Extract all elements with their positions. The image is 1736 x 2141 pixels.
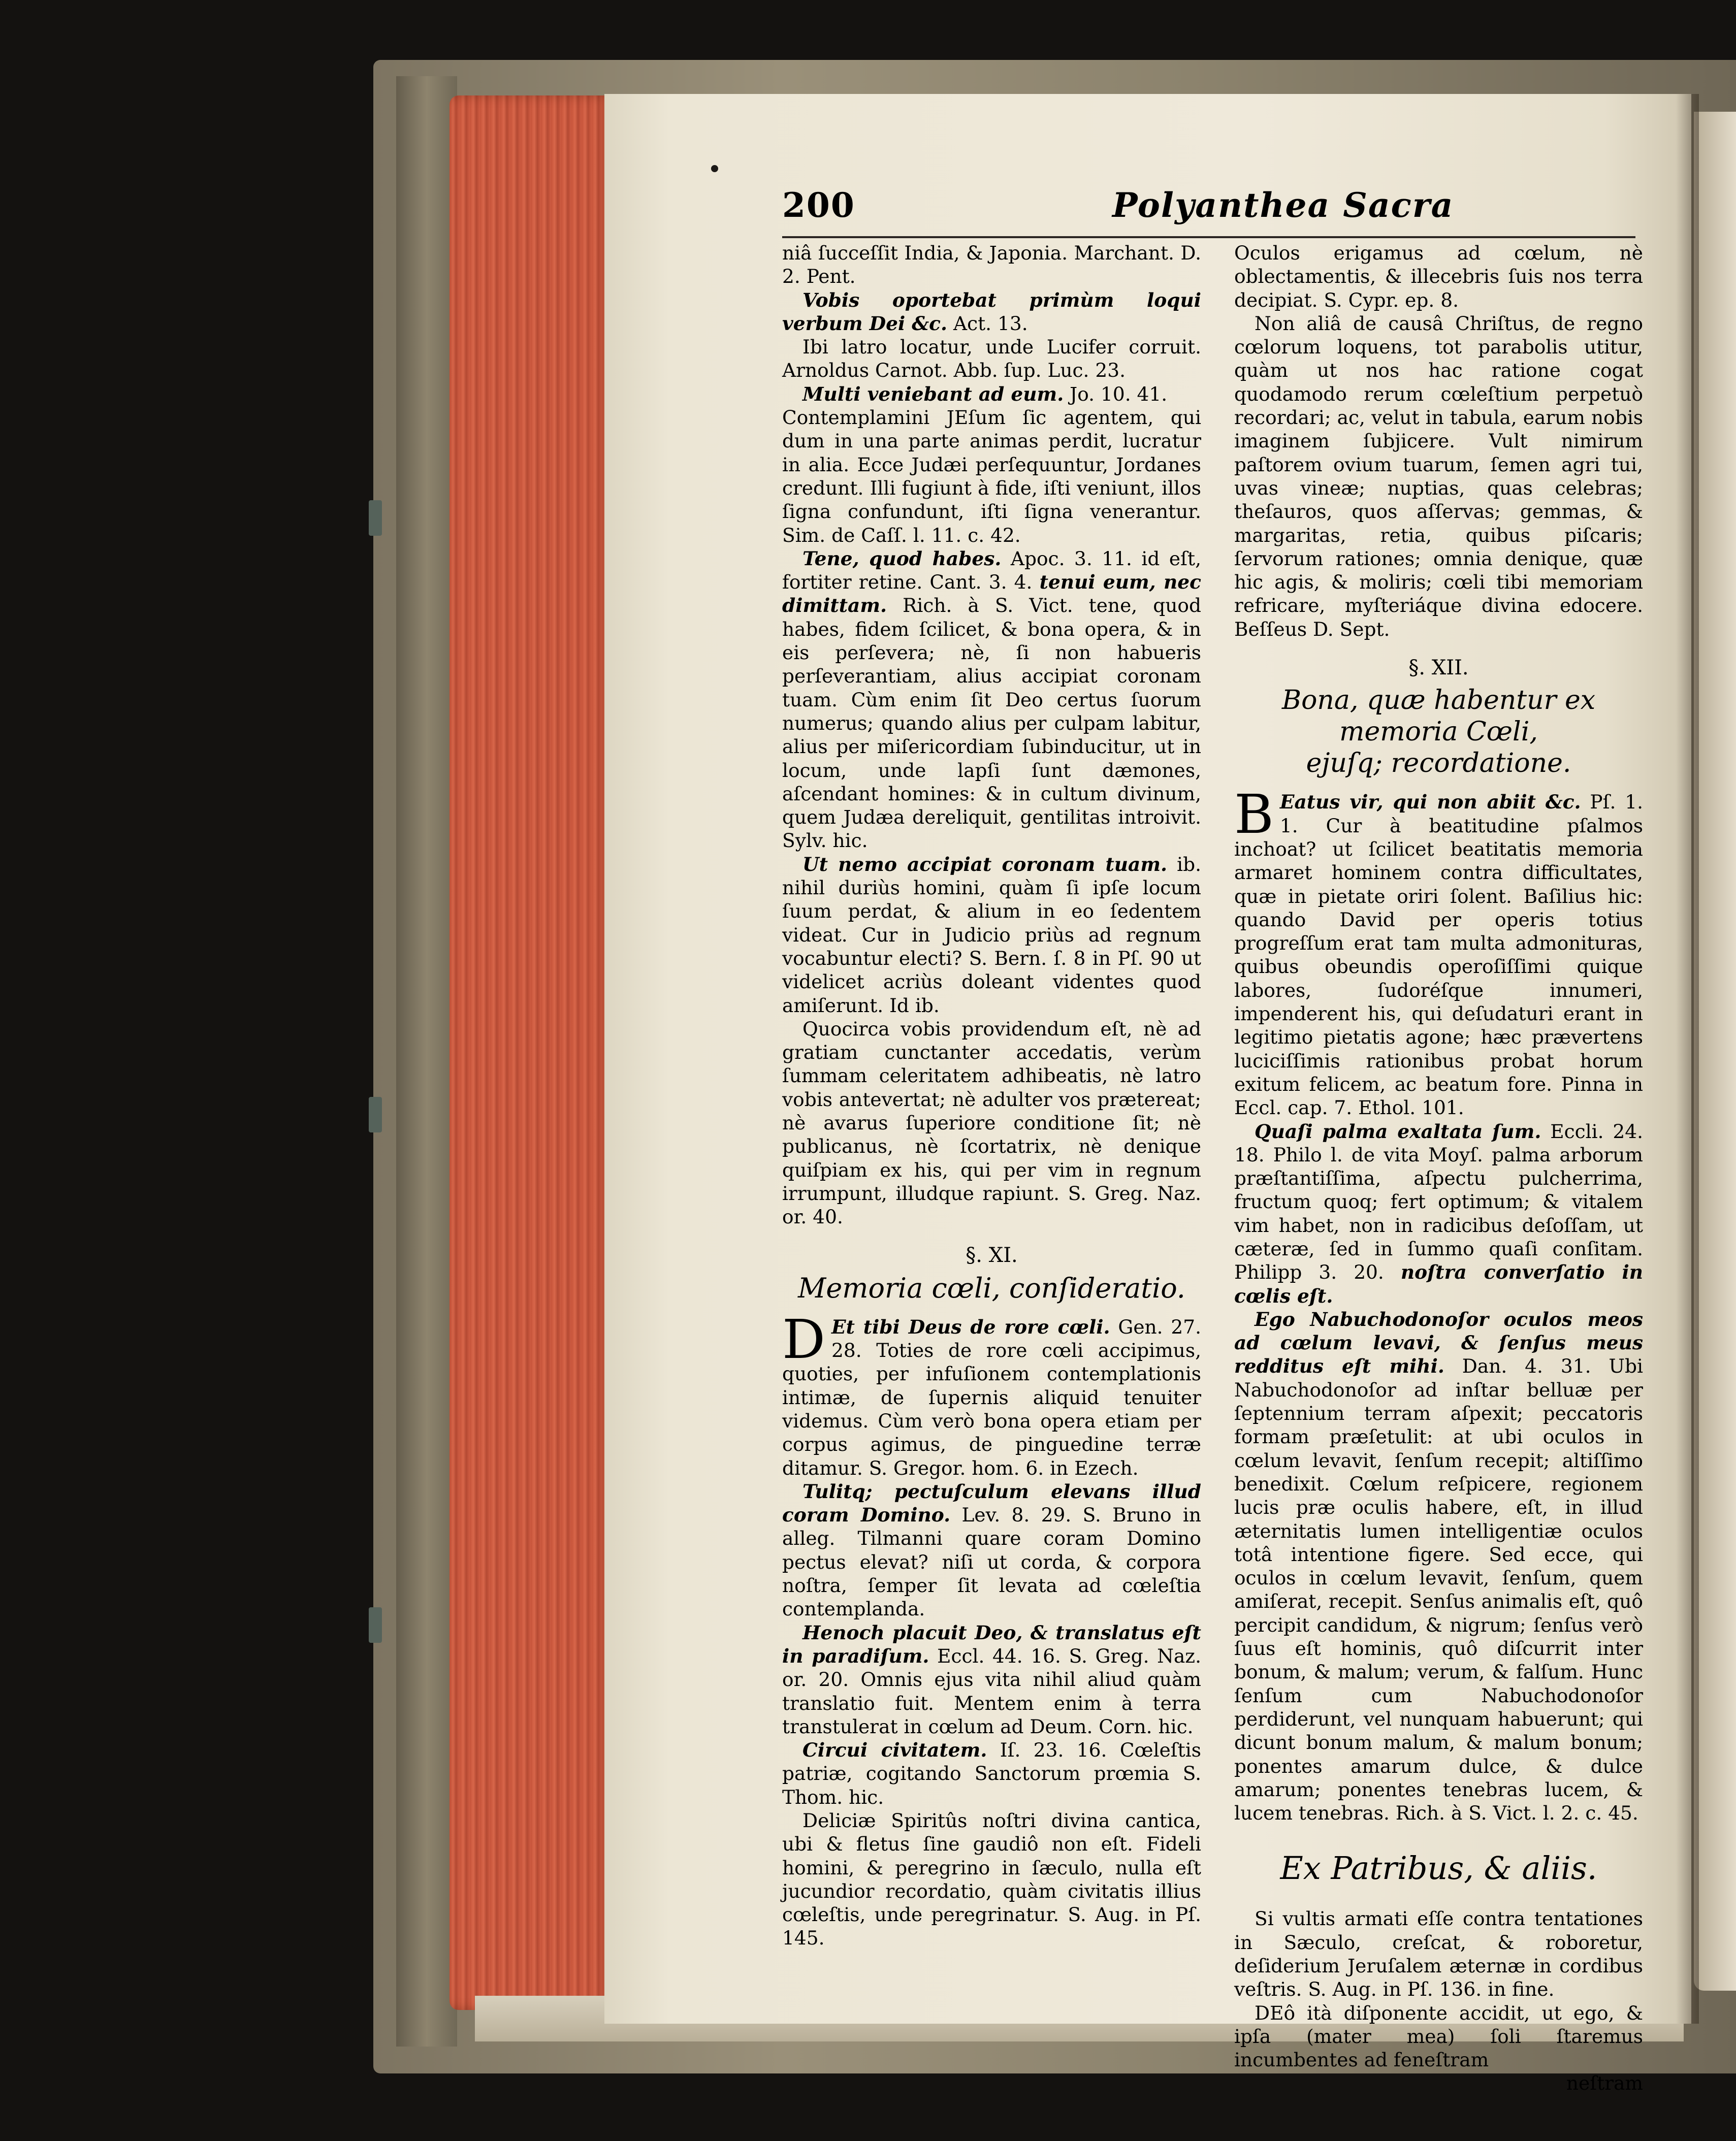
right-column xyxy=(1234,241,1643,2095)
ink-speck xyxy=(711,165,718,172)
page-number: 200 xyxy=(782,185,855,225)
paragraph: niâ ſucceſſit India, & Japonia. Marchant. D. 2. Pent. xyxy=(782,242,1201,288)
quote: Circui civitatem. xyxy=(802,1739,987,1762)
quote: tenui eum, nec dimittam. xyxy=(782,571,1201,617)
text: Lev. 8. 29. S. Bruno in alleg. Tilmanni quare coram Domino pectus elevat? niſi ut corda, & corpora noſtra, ſemper ſit levata ad cœleſtia contemplanda. xyxy=(782,1504,1201,1620)
text: Iſ. 23. 16. Cœleſtis patriæ, cogitando Sanctorum prœmia S. Thom. hic. xyxy=(782,1739,1201,1808)
paragraph xyxy=(1234,1308,1643,1825)
text: Dan. 4. 31. Ubi Nabuchodonoſor ad inſtar belluæ per ſeptennium terram aſpexit; peccatoris formam præſetulit: at ubi oculos in cœlum levavit, ſenſum recepit; altiſſimo benedixit. Cœlum reſpicere, regionem lucis præ oculis habere, eſt, in illud æternitatis lumen intelligentiæ oculos totâ intentione figere. Sed ecce, qui oculos in cœlum levavit, ſenſum, quem amiſerat, recepit. Senſus animalis eſt, quô percipit candidum, & nigrum; ſenſus verò ſuus eſt hominis, quô diſcurrit inter bonum, & malum; verum, & falſum. Hunc ſenſum cum Nabuchodonoſor perdiderunt, vel nunquam habuerunt; qui dicunt bonum malum, & malum bonum; ponentes amarum dulce, & dulce amarum; ponentes tenebras lucem, & lucem tenebras. Rich. à S. Vict. l. 2. c. 45. xyxy=(1234,1355,1643,1825)
paragraph xyxy=(782,1480,1201,1621)
cover-board xyxy=(396,76,457,2047)
paragraph: Non aliâ de causâ Chriſtus, de regno cœlorum loquens, tot parabolis utitur, quàm ut nos hac ratione cogat quodamodo rerum cœleſtium perpetuò recordari; ac, velut in tabula, earum nobis imaginem ſubjicere. Vult nimirum paſtorem ovium tuarum, ſemen agri tui, uvas vineæ; nuptias, quas celebras; theſauros, quos aſſervas; gemmas, & margaritas, retia, quibus piſcaris; ſervorum rationes; omnia denique, quæ hic agis, & moliris; cœli tibi memoriam refricare, myſteriáque divina edocere. Beſſeus D. Sept. xyxy=(1234,312,1643,640)
paragraph xyxy=(782,1308,1202,1480)
text: Eccli. 24. 18. Philo l. de vita Moyſ. palma arborum præſtantiſſima, aſpectu pulcherrima, fructum quoq; fert optimum; & vitalem vim habet, non in radicibus deſoſſam, ut cæteræ, ſed in ſummo quaſi conſitam. Philipp 3. 20. xyxy=(1234,1120,1643,1284)
paragraph xyxy=(1234,783,1644,1119)
text: ib. nihil duriùs homini, quàm ſi ipſe locum ſuum perdat, & alium in eo ſedentem videat. Cur in Judicio priùs ad regnum vocabuntur electi? S. Bern. ſ. 8 in Pſ. 90 ut videlicet acriùs doleant videntes quod amiſerunt. Id ib. xyxy=(782,853,1201,1017)
paragraph: Oculos erigamus ad cœlum, nè oblectamentis, & illecebris ſuis nos terra decipiat. S. Cypr. ep. 8. xyxy=(1234,242,1643,311)
text: Rich. à S. Vict. tene, quod habes, fidem ſcilicet, & bona opera, & in eis perſevera; nè, ſi non habueris perſeverantiam, alius accipiat coronam tuam. Cùm enim ſit Deo certus ſuorum numerus; quando alius per culpam labitur, alius per miſericordiam ſubinducitur, ut in locum, unde lapſi ſunt dæmones, aſcendant homines: & in cultum divinum, quem Judæa dereliquit, gentilitas introivit. Sylv. hic. xyxy=(782,594,1201,852)
quote: Multi veniebant ad eum. xyxy=(802,382,1064,405)
drop-cap: B xyxy=(1234,783,1274,846)
page-title: Polyanthea Sacra xyxy=(1112,185,1454,225)
paragraph xyxy=(1234,1120,1643,1308)
running-head xyxy=(782,185,1641,226)
section-title-line: ejuſq; recordatione. xyxy=(1306,748,1571,779)
paragraph: Ibi latro locatur, unde Lucifer corruit. Arnoldus Carnot. Abb. ſup. Luc. 23. xyxy=(782,336,1201,382)
paragraph: Quocirca vobis providendum eſt, nè ad gratiam cunctanter accedatis, verùm ſummam celeritatem adhibeatis, nè latro vobis antevertat; nè adulter vos prætereat; nè avarus ſuperiore conditione ſit; nè publicanus, nè ſcortatrix, nè denique quiſpiam ex his, qui per vim in regnum irrumpunt, illudque rapiunt. S. Greg. Naz. or. 40. xyxy=(782,1017,1201,1228)
quote: Quaſi palma exaltata ſum. xyxy=(1255,1120,1541,1143)
paragraph xyxy=(782,1738,1201,1809)
quote: Ut nemo accipiat coronam tuam. xyxy=(802,853,1168,875)
paragraph xyxy=(782,547,1201,853)
paragraph: Si vultis armati eſſe contra tentationes in Sæculo, creſcat, & roboretur, deſiderium Jeruſalem æternæ in cordibus veſtris. S. Aug. in Pſ. 136. in fine. xyxy=(1234,1907,1643,2001)
left-column xyxy=(782,241,1201,1950)
section-number: §. XII. xyxy=(1408,656,1469,680)
section-number: §. XI. xyxy=(966,1244,1018,1268)
reference: Jo. 10. 41. xyxy=(1064,382,1168,405)
text: Eccl. 44. 16. S. Greg. Naz. or. 20. Omnis ejus vita nihil aliud quàm translatio fuit. Mentem enim à terra transtulerat in cœlum ad Deum. Corn. hic. xyxy=(782,1644,1201,1738)
text: Pſ. 1. 1. Cur à beatitudine pſalmos inchoat? ut ſcilicet beatitatis memoria armaret hominem contra difficultates, quæ in pietate oriri ſolent. Baſilius hic: quando David per operis totius progreſſum erat tam multa admonituras, quibus obeundis operoſiſſimi quique labores, ſudoréſque innumeri, impenderent his, qui deſudaturi erant in legitimo pietatis agone; hæc prævertens luciciſſimis rationibus probat horum exitum felicem, ac beatum fore. Pinna in Eccl. cap. 7. Ethol. 101. xyxy=(1234,791,1644,1119)
text: Apoc. 3. 11. id eſt, fortiter retine. Cant. 3. 4. xyxy=(782,547,1201,594)
quote: noſtra converſatio in cœlis eſt. xyxy=(1234,1261,1643,1307)
paragraph xyxy=(782,382,1201,406)
section-title: Memoria cœli, conſideratio. xyxy=(798,1272,1185,1304)
red-page-edges xyxy=(449,95,611,2010)
quote: Tene, quod habes. xyxy=(802,547,1002,570)
paragraph xyxy=(782,288,1201,336)
section-title: Ex Patribus, & aliis. xyxy=(1280,1850,1597,1887)
clasp xyxy=(369,1607,382,1643)
gutter-shadow xyxy=(1676,94,1699,2024)
quote: Tulitq; pectuſculum elevans illud coram Domino. xyxy=(782,1480,1201,1527)
section-title xyxy=(1234,685,1643,779)
quote: Vobis oportebat primùm loqui verbum Dei &c. xyxy=(782,288,1201,335)
clasp xyxy=(369,500,382,536)
drop-cap: D xyxy=(782,1308,825,1371)
text: Gen. 27. 28. Toties de rore cœli accipimus, quoties, per infuſionem contemplationis intimæ, de ſupernis aliquid tenuiter videmus. Cùm verò bona opera etiam per corpus agimus, de pinguedine terræ ditamur. S. Gregor. hom. 6. in Ezech. xyxy=(782,1315,1202,1479)
paragraph: DEô ità diſponente accidit, ut ego, & ipſa (mater mea) ſoli ſtaremus incumbentes ad feneſtram xyxy=(1234,2001,1643,2071)
quote: Henoch placuit Deo, & translatus eſt in paradiſum. xyxy=(782,1621,1201,1667)
facing-page-edge xyxy=(1694,112,1736,1991)
catchword: neſtram xyxy=(1566,2072,1643,2095)
quote: Ego Nabuchodonoſor oculos meos ad cœlum levavi, & ſenſus meus redditus eſt mihi. xyxy=(1234,1308,1643,1378)
paragraph: Deliciæ Spiritûs noſtri divina cantica, ubi & fletus ſine gaudiô non eſt. Fideli homini, & peregrino in ſæculo, nulla eſt jucundior recordatio, quàm civitatis illius cœleſtis, unde peregrinatur. S. Aug. in Pſ. 145. xyxy=(782,1809,1201,1950)
paragraph xyxy=(782,853,1201,1017)
paragraph: Contemplamini JEſum ſic agentem, qui dum in una parte animas perdit, lucratur in alia. Ecce Judæi perſequuntur, Jordanes credunt. Illi fugiunt à fide, iſti veniunt, illos ſigna confundunt, iſti ſigna venerantur. Sim. de Caſſ. l. 11. c. 42. xyxy=(782,406,1201,546)
reference: Act. 13. xyxy=(947,312,1028,335)
header-rule xyxy=(782,236,1635,238)
quote: Eatus vir, qui non abiit &c. xyxy=(1279,791,1581,814)
quote: Et tibi Deus de rore cœli. xyxy=(831,1315,1110,1338)
paragraph xyxy=(782,1621,1201,1738)
clasp xyxy=(369,1097,382,1132)
section-title-line: Bona, quæ habentur ex memoria Cœli, xyxy=(1281,685,1596,748)
